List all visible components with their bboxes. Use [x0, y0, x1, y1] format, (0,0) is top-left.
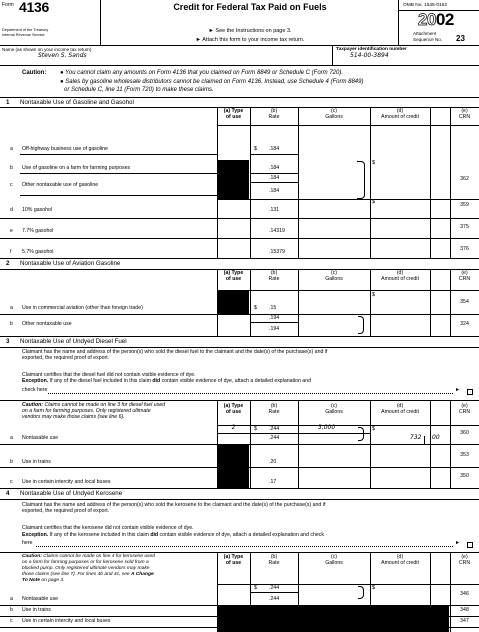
- sequence-number: 23: [456, 34, 465, 43]
- s1-line-c-rate: .184: [269, 188, 280, 194]
- s4-line-a-crn: 346: [460, 591, 469, 597]
- s4-line-b-crn: 348: [460, 607, 469, 613]
- s3-col-a-header: (a) Type of use: [223, 403, 244, 415]
- s1-col-d-header: (d) Amount of credit: [381, 108, 419, 120]
- s2-line-b-label: Other nontaxable use: [22, 321, 72, 327]
- s3-para-2: Claimant certifies that the diesel fuel did not contain visible evidence of dye.: [22, 372, 196, 378]
- s2-line-b-crn: 324: [460, 321, 469, 327]
- s1-line-d-label: 10% gasohol: [22, 207, 52, 213]
- s3-line-c-label: Use in certain intercity and local buses: [22, 479, 111, 485]
- s1-dollar: $: [372, 160, 376, 166]
- s2-col-d-header: (d) Amount of credit: [381, 270, 419, 282]
- s1-line-f-crn: 376: [460, 246, 469, 252]
- s3-col-e-header: (e) CRN: [458, 403, 471, 415]
- sequence-label: Sequence No.: [413, 37, 443, 42]
- caution-bullet-1: ● You cannot claim any amounts on Form 4136 that you claimed on Form 8849 or Schedule C (Form 720).: [60, 70, 343, 76]
- dept-line-1: Department of the Treasury: [2, 28, 49, 32]
- s3-line-a-type[interactable]: 2: [231, 424, 236, 431]
- s1-line-d-rate: .131: [269, 207, 280, 213]
- s3-line-a-gallons[interactable]: 3,000: [318, 424, 336, 431]
- s3-line-b-label: Use in trains: [22, 459, 51, 465]
- s1-top-rule: [0, 97, 479, 98]
- s4-line-a-rate-2: .244: [269, 596, 280, 602]
- caution-bullet-2: ● Sales by gasoline wholesale distributors cannot be claimed on Form 4136. Instead, use Schedule 4 (Form 8849): [60, 79, 364, 85]
- s4-col-e-header: (e) CRN: [458, 554, 471, 566]
- s4-exception: Exception. If any of the kerosene included in this claim did contain visible evidence of dye, attach a detailed explanation and check: [22, 532, 324, 538]
- s3-caution: Caution: Claims cannot be made on line 3 for diesel fuel used on a farm for farming purposes. Only registered ultimate vendors may make those claims (see line 6).: [22, 402, 166, 420]
- s3-number: 3: [6, 338, 10, 345]
- s4-shaded-bc: [218, 606, 449, 632]
- s2-col-a-header: (a) Type of use: [223, 270, 244, 282]
- s1-line-e-label: 7.7% gasohol: [22, 228, 54, 234]
- form-number: 4136: [19, 0, 49, 15]
- s3-col-c-header: (c) Gallons: [325, 403, 343, 415]
- tax-year: 2002: [418, 10, 454, 29]
- s4-col-c-header: (c) Gallons: [325, 554, 343, 566]
- tin-label: Taxpayer identification number: [336, 47, 407, 52]
- s3-line-a-crn: 360: [460, 430, 469, 436]
- s3-line-a-amount[interactable]: 732: [410, 434, 422, 441]
- s1-brace: [357, 161, 365, 199]
- s4-col-b-header: (b) Rate: [268, 554, 280, 566]
- s4-caution: Caution: Claims cannot be made on line 4 for kerosene used on a farm for farming purposes or for kerosene sold from a blocked pump. Only registered ultimate vendors may make those claims (see line 7). For lines 4b and 4c, see A Change To Note on page 3.: [22, 554, 155, 583]
- s2-shaded-type: [218, 291, 249, 314]
- s1-col-a-header: (a) Type of use: [223, 108, 244, 120]
- header-bottom-rule: [0, 45, 479, 46]
- s3-line-b-rate: .20: [269, 459, 277, 465]
- s4-line-b-label: Use in trains: [22, 607, 51, 613]
- s1-title: Nontaxable Use of Gasoline and Gasohol: [20, 99, 134, 106]
- s1-line-b-rate-2: .184: [269, 175, 280, 181]
- s2-title: Nontaxable Use of Aviation Gasoline: [20, 260, 121, 267]
- s4-brace: [358, 586, 364, 599]
- name-label: Name (as shown on your income tax return): [2, 47, 92, 52]
- s2-line-a-rate: .15: [269, 305, 277, 311]
- s3-brace: [358, 427, 364, 441]
- s4-para-1: Claimant has the name and address of the person(s) who sold the kerosene to the claimant and the date(s) of the purchase(s) and if exported, the required proof of export.: [22, 502, 326, 514]
- s1-line-a-label: Off-highway business use of gasoline: [22, 146, 108, 152]
- s2-line-a-label: Use in commercial aviation (other than foreign trade): [22, 305, 143, 311]
- s4-col-d-header: (d) Amount of credit: [381, 554, 419, 566]
- s1-line-f-rate: .15379: [269, 249, 285, 255]
- s1-crn-abc: 362: [460, 176, 469, 182]
- s4-line-c-label: Use in certain intercity and local buses: [22, 618, 111, 624]
- name-bottom-rule: [0, 65, 479, 66]
- s3-line-a-label: Nontaxable use: [22, 435, 59, 441]
- s4-dye-checkbox[interactable]: [467, 542, 473, 548]
- s3-exception: Exception. If any of the diesel fuel included in this claim did contain visible evidence of dye, attach a detailed explanation and: [22, 378, 311, 384]
- form-title: Credit for Federal Tax Paid on Fuels: [173, 2, 327, 12]
- s2-line-a-crn: 354: [460, 299, 469, 305]
- s3-title: Nontaxable Use of Undyed Diesel Fuel: [20, 338, 127, 345]
- s2-brace: [358, 316, 364, 334]
- s4-line-c-crn: 347: [460, 618, 469, 624]
- tin-field[interactable]: 514-00-3894: [350, 52, 389, 59]
- s3-para-1: Claimant has the name and address of the person(s) who sold the diesel fuel to the claimant and the date(s) of the purchase(s) and if exported, the required proof of export.: [22, 349, 328, 361]
- name-tin-divider: [332, 45, 333, 65]
- s1-col-b-header: (b) Rate: [268, 108, 280, 120]
- s3-col-b-header: (b) Rate: [268, 403, 280, 415]
- s1-shaded-type: [218, 160, 249, 199]
- omb-number: OMB No. 1545-0162: [403, 3, 447, 8]
- name-field[interactable]: Steven S. Sands: [38, 52, 87, 59]
- attachment-label: Attachment: [413, 31, 437, 36]
- s3-line-c-rate: .17: [269, 479, 277, 485]
- instruction-line-1: ► See the Instructions on page 3.: [208, 28, 292, 34]
- s1-col-e-header: (e) CRN: [458, 108, 471, 120]
- caution-bullet-2-cont: or Schedule C, line 11 (Form 720) to make these claims.: [64, 87, 214, 93]
- s4-line-a-label: Nontaxable use: [22, 596, 59, 602]
- s2-col-e-header: (e) CRN: [458, 270, 471, 282]
- s1-line-a-rate: .184: [269, 146, 280, 152]
- dept-line-2: Internal Revenue Service: [2, 33, 45, 37]
- s3-col-d-header: (d) Amount of credit: [381, 403, 419, 415]
- s1-line-d-crn: 359: [460, 202, 469, 208]
- s1-line-c-label: Other nontaxable use of gasoline: [22, 182, 99, 188]
- s3-line-a-cents[interactable]: 00: [432, 434, 440, 441]
- s1-col-c-header: (c) Gallons: [325, 108, 343, 120]
- header-divider-right: [398, 0, 399, 45]
- s4-col-a-header: (a) Type of use: [223, 554, 244, 566]
- s3-dye-checkbox[interactable]: [467, 389, 473, 395]
- s1-number: 1: [6, 99, 10, 106]
- s1-line-b-label: Use of gasoline on a farm for farming purposes: [22, 165, 131, 171]
- s4-para-2: Claimant certifies that the kerosene did not contain visible evidence of dye.: [22, 525, 194, 531]
- s4-title: Nontaxable Use of Undyed Kerosene: [20, 490, 123, 497]
- s4-line-a-rate: .244: [269, 585, 280, 591]
- s2-col-c-header: (c) Gallons: [325, 270, 343, 282]
- s3-line-a-rate: .244: [269, 426, 280, 432]
- s3-line-a-rate-2: .244: [269, 435, 280, 441]
- s3-line-c-crn: 350: [460, 473, 469, 479]
- s1-line-f-label: 5.7% gasohol: [22, 249, 54, 255]
- s1-line-e-crn: 375: [460, 224, 469, 230]
- s2-line-b-rate-2: .194: [269, 326, 280, 332]
- s2-line-b-rate: .194: [269, 315, 280, 321]
- form-4136-page: Form 4136 Department of the Treasury Internal Revenue Service Credit for Federal Tax Paid on Fuels ► See the Instructions on page 3. ► Attach this form to your income tax return. OMB No. 1545-0162 2002 Attachment Sequence No. 23 Name (as shown on your income tax return) Steven S. Sands Taxpayer identification number 514-00-3894 Caution: ● You cannot claim any amounts on Form 4136 that you claimed on Form 8849 or Schedule C (Form 720). ● Sales by gasoline wholesale distributors cannot be claimed on Form 4136. Instead, use Schedule 4 (Form 8849) or Schedule C, line 11 (Form 720) to make these claims. 1 Nontaxable Use of Gasoline and Gasohol (a) Type of use (b) Rate (c) Gallons (d) Amount of credit (e) CRN $ a Off-highway business use of gasoline $ .184 b Use of gasoline on a farm for farming purposes .184 .184 c Other nontaxable use of gasoline .184 362 $ d 10% gasohol .131 359 e 7.7% gasohol .14319 375 f 5.7% gasohol .15379 376 2 Nontaxable Use of Aviation Gasoline (a) Type of use (b) Rate (c) Gallons (d) Amount of credit (e) CRN $ a Use in commercial aviation (other than foreign trade) $ .15 354 .194 b Other nontaxable use .194 324 3 Nontaxable Use of Undyed Diesel Fuel Claimant has the name and address of the person(s) who sold the diesel fuel to the claimant and the date(s) of the purchase(s) and if exported, the required proof of export. Claimant certifies that the diesel fuel did not contain visible evidence of dye. Exception. If any of the diesel fuel included in this claim did contain visible evidence of dye, attach a detailed explanation and check here ► Caution: Claims cannot be made on line 3 for diesel fuel used on a farm for farming purposes. Only registered ultimate vendors may make those claims (see line 6). (a) Type of use (b) Rate (c) Gallons (d) Amount of credit (e) CRN 2 $ .244 3,000 $ a Nontaxable use .244 732 00 360 b Use in trains .20 353 c Use in certain intercity and local buses .17 350 4 Nontaxable Use of Undyed Kerosene Claimant has the name and address of the person(s) who sold the kerosene to the claimant and the date(s) of the purchase(s) and if exported, the required proof of export. Claimant certifies that the kerosene did not contain visible evidence of dye. Exception. If any of the kerosene included in this claim did contain visible evidence of dye, attach a detailed explanation and check here ► Caution: Claims cannot be made on line 4 for kerosene used on a farm for farming purposes or for kerosene sold from a blocked pump. Only registered ultimate vendors may make those claims (see line 7). For lines 4b and 4c, see A Change To Note on page 3. (a) Type of use (b) Rate (c) Gallons (d) Amount of credit (e) CRN $ .244 $ a Nontaxable use .244 346 b Use in trains 348 c Use in certain intercity and local buses 347: [0, 0, 479, 632]
- s1-line-b-rate: .184: [269, 165, 280, 171]
- s2-number: 2: [6, 260, 10, 267]
- instruction-line-2: ► Attach this form to your income tax return.: [195, 37, 305, 43]
- s2-col-b-header: (b) Rate: [268, 270, 280, 282]
- s4-number: 4: [6, 490, 10, 497]
- s3-line-b-crn: 353: [460, 452, 469, 458]
- s1-line-e-rate: .14319: [269, 228, 285, 234]
- form-label: Form: [2, 2, 14, 8]
- caution-label: Caution:: [22, 70, 47, 76]
